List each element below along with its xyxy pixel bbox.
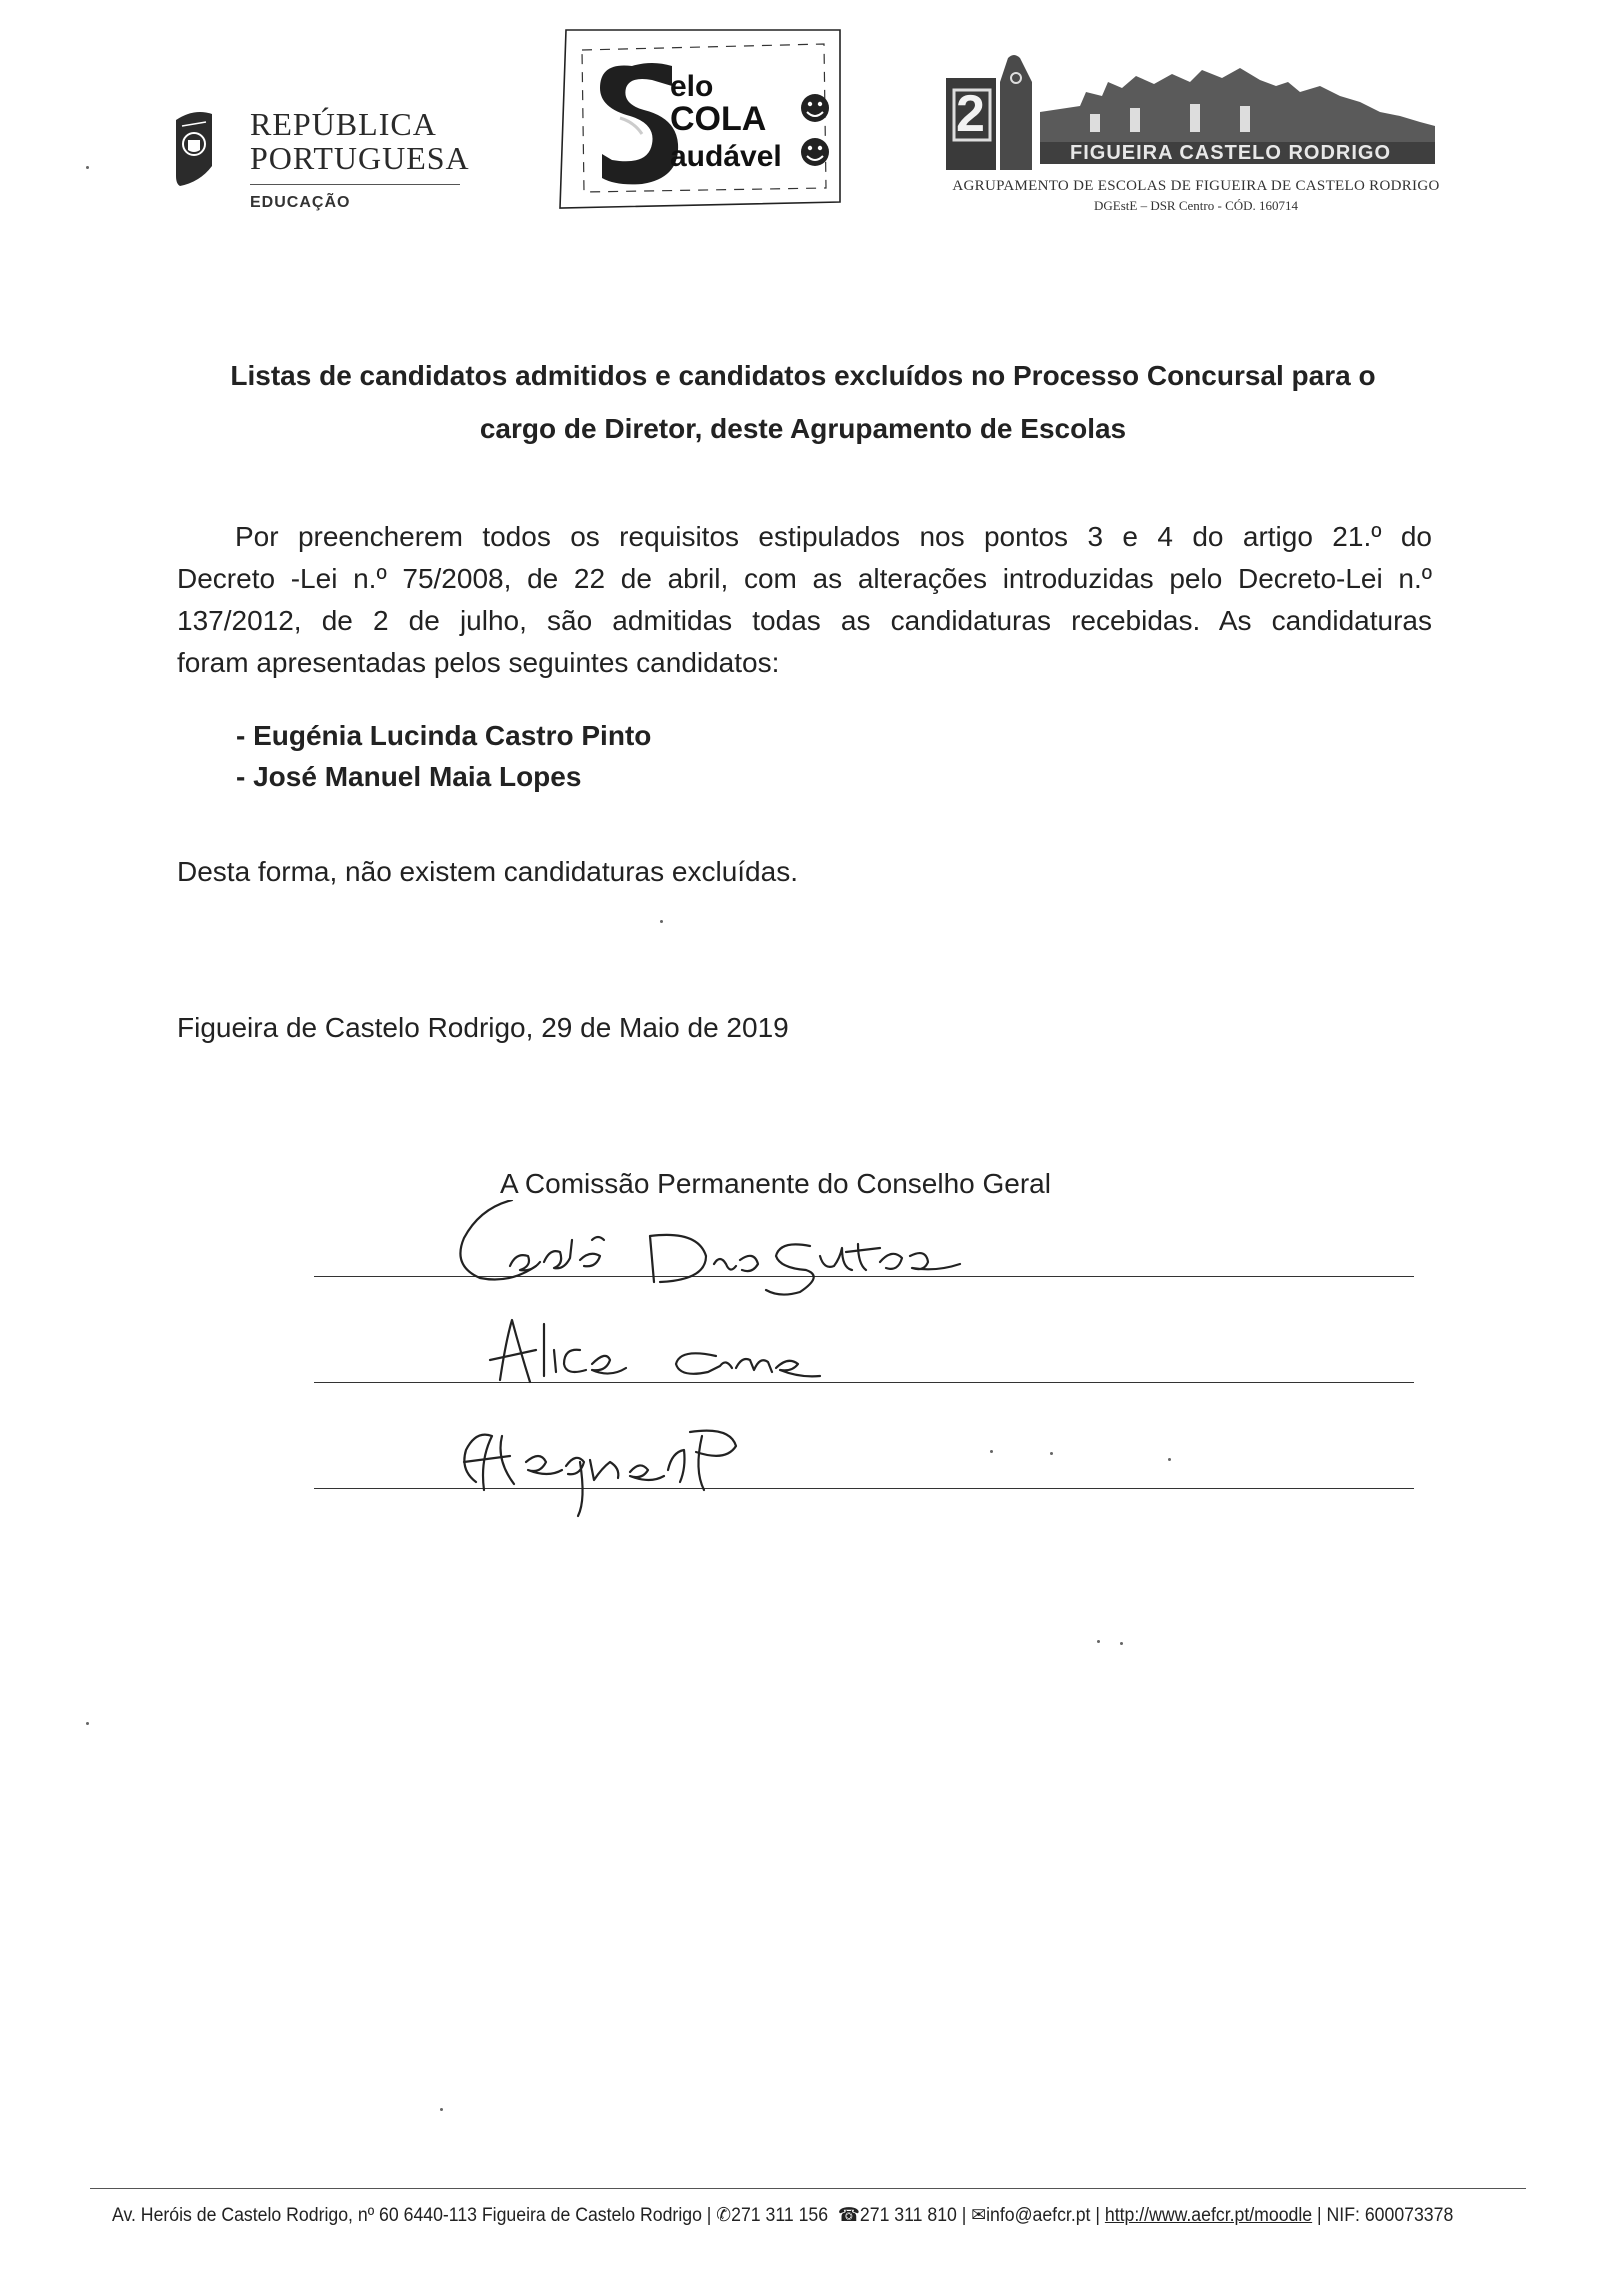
footer-email[interactable]: info@aefcr.pt [986,2205,1091,2226]
candidate-item: - Eugénia Lucinda Castro Pinto [236,720,652,751]
document-title-line2: cargo de Diretor, deste Agrupamento de Escolas [479,413,1127,444]
scan-speck [1120,1642,1123,1645]
conclusion-text: Desta forma, não existem candidaturas excluídas. [177,856,798,887]
scan-speck [660,920,663,923]
paragraph-line: Por preencherem todos os requisitos estipulados nos pontos 3 e 4 do artigo 21.º do [235,521,1432,552]
date-line: Figueira de Castelo Rodrigo, 29 de Maio de 2019 [177,1012,789,1043]
republica-line1: REPÚBLICA [250,106,437,142]
agrupamento-name: AGRUPAMENTO DE ESCOLAS DE FIGUEIRA DE CASTELO RODRIGO [952,178,1440,194]
footer-fax: 271 311 810 [859,2205,957,2226]
scan-speck [1097,1640,1100,1643]
agrupamento-code: DGEstE – DSR Centro - CÓD. 160714 [1093,198,1299,213]
republica-portuguesa-emblem [172,106,216,188]
footer-url-link[interactable]: http://www.aefcr.pt/moodle [1104,2205,1313,2226]
footer-address: Av. Heróis de Castelo Rodrigo, nº 60 6440-113 Figueira de Castelo Rodrigo | [112,2205,717,2226]
selo-line3: audável [670,140,782,173]
document-title-line1: Listas de candidatos admitidos e candidatos excluídos no Processo Concursal para o [230,360,1376,391]
selo-line2: COLA [670,100,767,138]
handwritten-signatures [440,1200,1080,1530]
footer-separator: | [1090,2205,1105,2226]
selo-line1: elo [670,70,714,103]
selo-escola-saudavel-logo [552,26,848,212]
footer-separator: | [1312,2205,1327,2226]
footer-nif: NIF: 600073378 [1326,2205,1454,2226]
email-icon: ✉ [971,2205,987,2226]
admission-paragraph [177,516,1432,684]
agrupamento-banner-text: FIGUEIRA CASTELO RODRIGO [1070,142,1392,164]
scan-speck [990,1450,993,1453]
footer-divider [90,2188,1526,2189]
republica-divider [250,184,460,185]
scan-speck [1168,1458,1171,1461]
phone-icon: ✆ [716,2205,732,2226]
scan-speck [86,1722,89,1725]
footer-contact [112,2204,1453,2227]
agrupamento-logo [940,52,1440,174]
signature-heading: A Comissão Permanente do Conselho Geral [500,1168,1051,1199]
republica-line2: PORTUGUESA [250,140,470,176]
republica-subtitle: EDUCAÇÃO [250,194,351,211]
paragraph-line: foram apresentadas pelos seguintes candidatos: [177,647,780,678]
footer-phone: 271 311 156 [731,2205,829,2226]
footer-separator: | [956,2205,972,2226]
paragraph-line: Decreto -Lei n.º 75/2008, de 22 de abril, com as alterações introduzidas pelo Decreto-Lei n.º [177,563,1432,594]
fax-icon: ☎ [837,2205,860,2226]
paragraph-line: 137/2012, de 2 de julho, são admitidas todas as candidaturas recebidas. As candidaturas [177,605,1432,636]
scan-speck [86,166,89,169]
scan-speck [1050,1452,1053,1455]
agrupamento-badge-number: 2 [956,85,985,143]
candidate-item: - José Manuel Maia Lopes [236,761,582,792]
scan-speck [440,2108,443,2111]
